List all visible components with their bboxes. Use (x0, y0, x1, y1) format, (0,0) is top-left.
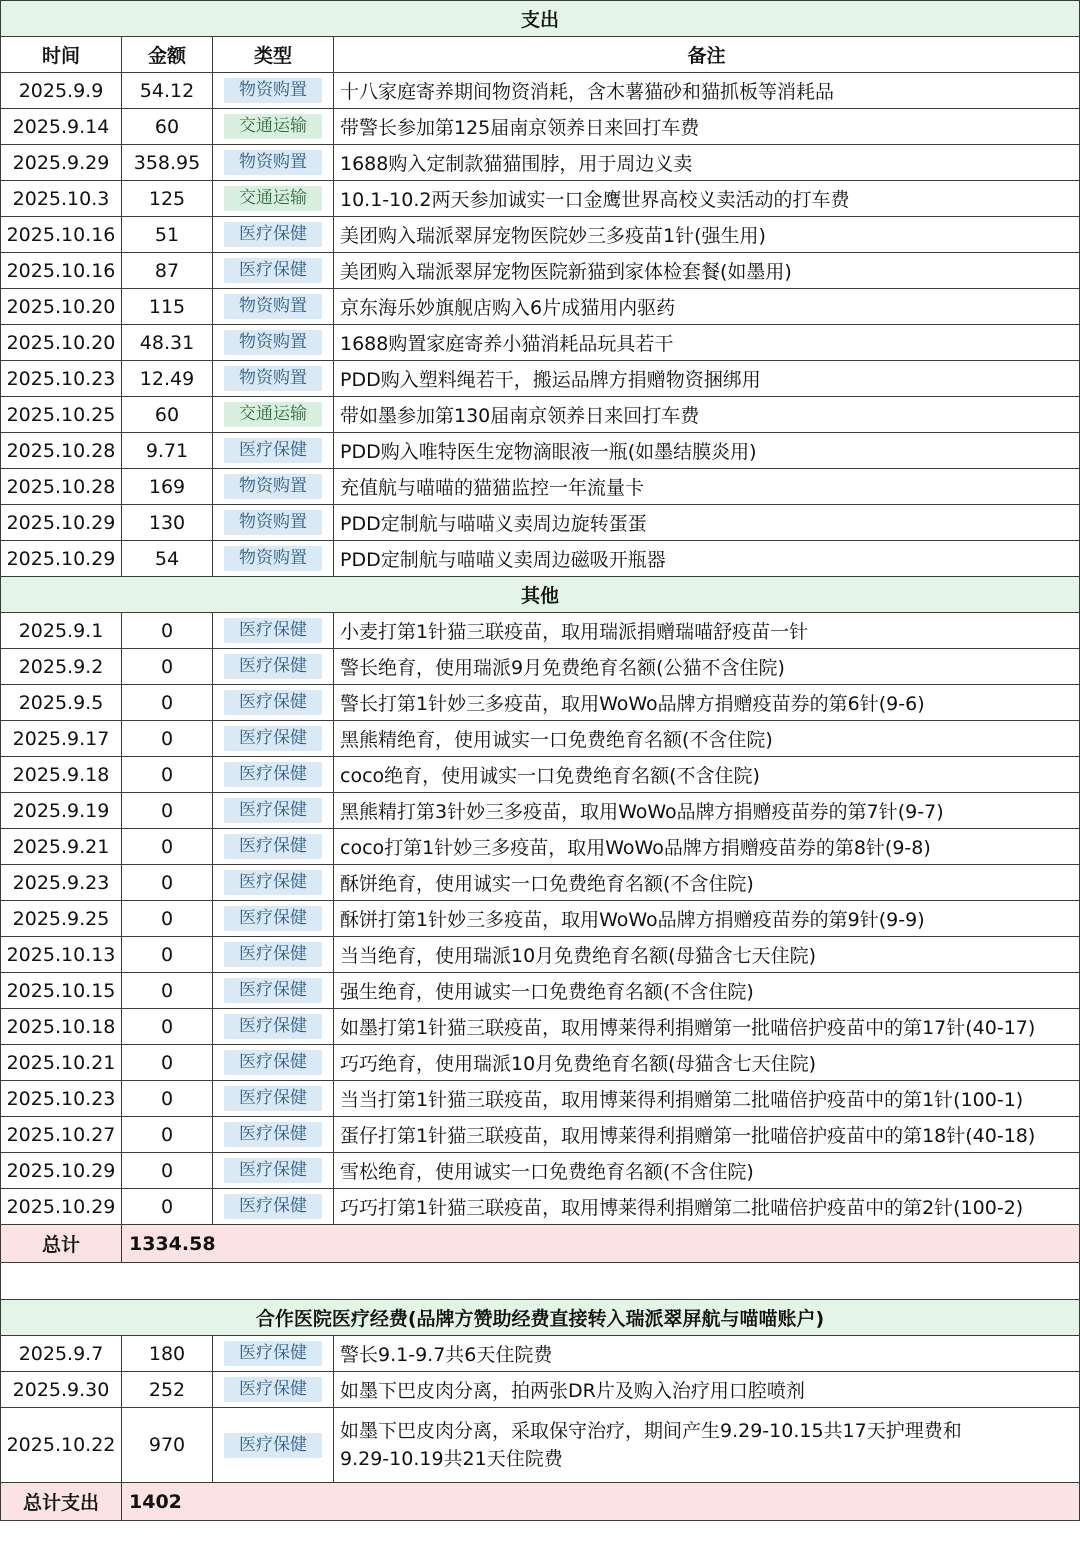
row-date: 2025.9.21 (1, 829, 122, 865)
table-row (1, 1153, 1080, 1189)
table-row (1, 1336, 1080, 1372)
type-badge: 交通运输 (224, 186, 322, 211)
type-badge: 交通运输 (224, 402, 322, 427)
row-type-cell (213, 1081, 334, 1117)
row-note: 巧巧打第1针猫三联疫苗，取用博莱得利捐赠第二批喵倍护疫苗中的第2针(100-2) (334, 1189, 1080, 1225)
row-date: 2025.10.28 (1, 433, 122, 469)
row-note: coco打第1针妙三多疫苗，取用WoWo品牌方捐赠疫苗券的第8针(9-8) (334, 829, 1080, 865)
row-date: 2025.10.16 (1, 217, 122, 253)
table-row (1, 613, 1080, 649)
type-badge: 医疗保健 (224, 1050, 322, 1075)
row-type-cell (213, 73, 334, 109)
row-note (334, 1408, 1080, 1483)
row-type-cell (213, 649, 334, 685)
type-badge: 医疗保健 (224, 222, 322, 247)
type-badge: 医疗保健 (224, 1158, 322, 1183)
type-badge: 医疗保健 (224, 1014, 322, 1039)
row-type-cell (213, 1189, 334, 1225)
table-row (1, 505, 1080, 541)
row-date: 2025.10.28 (1, 469, 122, 505)
row-note: 当当打第1针猫三联疫苗，取用博莱得利捐赠第二批喵倍护疫苗中的第1针(100-1) (334, 1081, 1080, 1117)
column-header-type: 类型 (213, 37, 334, 73)
table-row (1, 793, 1080, 829)
row-note: 酥饼绝育，使用诚实一口免费绝育名额(不含住院) (334, 865, 1080, 901)
row-note: 警长绝育，使用瑞派9月免费绝育名额(公猫不含住院) (334, 649, 1080, 685)
row-note: 蛋仔打第1针猫三联疫苗，取用博莱得利捐赠第一批喵倍护疫苗中的第18针(40-18) (334, 1117, 1080, 1153)
row-type-cell (213, 1117, 334, 1153)
total-value: 1334.58 (122, 1225, 1080, 1263)
row-type-cell (213, 721, 334, 757)
row-amount: 0 (122, 613, 213, 649)
row-amount: 0 (122, 1153, 213, 1189)
row-date: 2025.10.16 (1, 253, 122, 289)
row-type-cell (213, 901, 334, 937)
table-row (1, 1189, 1080, 1225)
row-date: 2025.9.25 (1, 901, 122, 937)
row-note-line1: 如墨下巴皮肉分离，采取保守治疗，期间产生9.29-10.15共17天护理费和 (340, 1420, 962, 1442)
table-row (1, 1045, 1080, 1081)
row-type-cell (213, 973, 334, 1009)
type-badge: 物资购置 (224, 474, 322, 499)
type-badge: 医疗保健 (224, 942, 322, 967)
row-date: 2025.10.29 (1, 1153, 122, 1189)
type-badge: 医疗保健 (224, 618, 322, 643)
row-type-cell (213, 433, 334, 469)
table-row (1, 145, 1080, 181)
table-row (1, 1408, 1080, 1483)
expense-section-title: 支出 (1, 1, 1080, 37)
row-amount: 0 (122, 721, 213, 757)
row-type-cell (213, 1153, 334, 1189)
row-date: 2025.9.19 (1, 793, 122, 829)
total-expense-row (1, 1483, 1080, 1521)
type-badge: 物资购置 (224, 78, 322, 103)
row-date: 2025.9.2 (1, 649, 122, 685)
row-note: 京东海乐妙旗舰店购入6片成猫用内驱药 (334, 289, 1080, 325)
row-type-cell (213, 397, 334, 433)
row-date: 2025.10.3 (1, 181, 122, 217)
row-type-cell (213, 1336, 334, 1372)
row-type-cell (213, 217, 334, 253)
type-badge: 物资购置 (224, 330, 322, 355)
row-type-cell (213, 757, 334, 793)
row-date: 2025.10.20 (1, 289, 122, 325)
row-note: PDD定制航与喵喵义卖周边磁吸开瓶器 (334, 541, 1080, 577)
type-badge: 医疗保健 (224, 834, 322, 859)
row-amount: 130 (122, 505, 213, 541)
table-row (1, 1117, 1080, 1153)
type-badge: 物资购置 (224, 366, 322, 391)
row-amount: 0 (122, 1117, 213, 1153)
row-note: 如墨打第1针猫三联疫苗，取用博莱得利捐赠第一批喵倍护疫苗中的第17针(40-17) (334, 1009, 1080, 1045)
row-date: 2025.10.20 (1, 325, 122, 361)
other-section-title: 其他 (1, 577, 1080, 613)
row-amount: 0 (122, 901, 213, 937)
row-note: 带警长参加第125届南京领养日来回打车费 (334, 109, 1080, 145)
row-type-cell (213, 325, 334, 361)
type-badge: 交通运输 (224, 114, 322, 139)
row-note: 十八家庭寄养期间物资消耗，含木薯猫砂和猫抓板等消耗品 (334, 73, 1080, 109)
expense-section-header (1, 1, 1080, 37)
table-row (1, 865, 1080, 901)
type-badge: 医疗保健 (224, 870, 322, 895)
table-row (1, 973, 1080, 1009)
type-badge: 医疗保健 (224, 258, 322, 283)
row-type-cell (213, 613, 334, 649)
hospital-section-header (1, 1300, 1080, 1336)
row-date: 2025.10.13 (1, 937, 122, 973)
row-date: 2025.10.25 (1, 397, 122, 433)
total-expense-value: 1402 (122, 1483, 1080, 1521)
row-amount: 0 (122, 973, 213, 1009)
type-badge: 医疗保健 (224, 1341, 322, 1366)
row-note: 警长打第1针妙三多疫苗，取用WoWo品牌方捐赠疫苗券的第6针(9-6) (334, 685, 1080, 721)
row-type-cell (213, 253, 334, 289)
type-badge: 医疗保健 (224, 726, 322, 751)
type-badge: 医疗保健 (224, 654, 322, 679)
table-row (1, 469, 1080, 505)
type-badge: 医疗保健 (224, 1086, 322, 1111)
type-badge: 医疗保健 (224, 1433, 322, 1458)
row-note: 黑熊精打第3针妙三多疫苗，取用WoWo品牌方捐赠疫苗券的第7针(9-7) (334, 793, 1080, 829)
row-amount: 0 (122, 685, 213, 721)
table-row (1, 1081, 1080, 1117)
row-type-cell (213, 469, 334, 505)
row-date: 2025.9.23 (1, 865, 122, 901)
row-note: 雪松绝育，使用诚实一口免费绝育名额(不含住院) (334, 1153, 1080, 1189)
row-type-cell (213, 937, 334, 973)
type-badge: 医疗保健 (224, 798, 322, 823)
row-note: 充值航与喵喵的猫猫监控一年流量卡 (334, 469, 1080, 505)
table-row (1, 829, 1080, 865)
row-date: 2025.10.23 (1, 361, 122, 397)
row-type-cell (213, 1372, 334, 1408)
row-type-cell (213, 685, 334, 721)
column-header-date: 时间 (1, 37, 122, 73)
row-note: 酥饼打第1针妙三多疫苗，取用WoWo品牌方捐赠疫苗券的第9针(9-9) (334, 901, 1080, 937)
column-header-note: 备注 (334, 37, 1080, 73)
table-row (1, 1009, 1080, 1045)
row-note: 1688购入定制款猫猫围脖，用于周边义卖 (334, 145, 1080, 181)
table-row (1, 937, 1080, 973)
table-row (1, 757, 1080, 793)
row-note: 如墨下巴皮肉分离，拍两张DR片及购入治疗用口腔喷剂 (334, 1372, 1080, 1408)
row-type-cell (213, 1408, 334, 1483)
row-date: 2025.10.23 (1, 1081, 122, 1117)
row-note: coco绝育，使用诚实一口免费绝育名额(不含住院) (334, 757, 1080, 793)
table-row (1, 541, 1080, 577)
row-date: 2025.10.27 (1, 1117, 122, 1153)
row-amount: 54 (122, 541, 213, 577)
type-badge: 医疗保健 (224, 1194, 322, 1219)
row-date: 2025.9.5 (1, 685, 122, 721)
row-amount: 60 (122, 109, 213, 145)
row-amount: 0 (122, 649, 213, 685)
table-row (1, 649, 1080, 685)
row-amount: 12.49 (122, 361, 213, 397)
table-row (1, 109, 1080, 145)
row-type-cell (213, 289, 334, 325)
row-date: 2025.10.22 (1, 1408, 122, 1483)
row-note: 美团购入瑞派翠屏宠物医院妙三多疫苗1针(强生用) (334, 217, 1080, 253)
row-type-cell (213, 541, 334, 577)
row-note: 小麦打第1针猫三联疫苗，取用瑞派捐赠瑞喵舒疫苗一针 (334, 613, 1080, 649)
row-type-cell (213, 361, 334, 397)
type-badge: 医疗保健 (224, 1122, 322, 1147)
row-date: 2025.9.1 (1, 613, 122, 649)
row-amount: 0 (122, 865, 213, 901)
row-type-cell (213, 109, 334, 145)
row-type-cell (213, 793, 334, 829)
table-row (1, 721, 1080, 757)
table-row (1, 361, 1080, 397)
row-date: 2025.9.9 (1, 73, 122, 109)
row-date: 2025.9.29 (1, 145, 122, 181)
row-type-cell (213, 145, 334, 181)
row-amount: 60 (122, 397, 213, 433)
row-type-cell (213, 1009, 334, 1045)
row-date: 2025.9.17 (1, 721, 122, 757)
row-amount: 0 (122, 793, 213, 829)
row-amount: 125 (122, 181, 213, 217)
row-amount: 48.31 (122, 325, 213, 361)
row-note: 强生绝育，使用诚实一口免费绝育名额(不含住院) (334, 973, 1080, 1009)
row-note: 带如墨参加第130届南京领养日来回打车费 (334, 397, 1080, 433)
type-badge: 医疗保健 (224, 438, 322, 463)
row-amount: 0 (122, 1009, 213, 1045)
spacer-cell (1, 1263, 1080, 1300)
ledger-body (1, 1, 1080, 1521)
total-row (1, 1225, 1080, 1263)
type-badge: 物资购置 (224, 150, 322, 175)
row-note: 当当绝育，使用瑞派10月免费绝育名额(母猫含七天住院) (334, 937, 1080, 973)
table-row (1, 253, 1080, 289)
column-header-amount: 金额 (122, 37, 213, 73)
total-label: 总计 (1, 1225, 122, 1263)
type-badge: 医疗保健 (224, 1377, 322, 1402)
row-date: 2025.10.15 (1, 973, 122, 1009)
table-row (1, 685, 1080, 721)
row-note: 黑熊精绝育，使用诚实一口免费绝育名额(不含住院) (334, 721, 1080, 757)
row-type-cell (213, 181, 334, 217)
table-row (1, 433, 1080, 469)
row-amount: 0 (122, 829, 213, 865)
hospital-section-title: 合作医院医疗经费(品牌方赞助经费直接转入瑞派翠屏航与喵喵账户) (1, 1300, 1080, 1336)
table-row (1, 289, 1080, 325)
table-row (1, 1372, 1080, 1408)
other-section-header (1, 577, 1080, 613)
row-date: 2025.9.18 (1, 757, 122, 793)
type-badge: 医疗保健 (224, 978, 322, 1003)
type-badge: 物资购置 (224, 546, 322, 571)
total-expense-label: 总计支出 (1, 1483, 122, 1521)
spacer-row (1, 1263, 1080, 1300)
row-amount: 0 (122, 1045, 213, 1081)
row-date: 2025.9.30 (1, 1372, 122, 1408)
row-amount: 0 (122, 1081, 213, 1117)
row-amount: 358.95 (122, 145, 213, 181)
row-date: 2025.9.14 (1, 109, 122, 145)
table-row (1, 217, 1080, 253)
row-amount: 9.71 (122, 433, 213, 469)
type-badge: 医疗保健 (224, 906, 322, 931)
row-amount: 180 (122, 1336, 213, 1372)
row-note: PDD定制航与喵喵义卖周边旋转蛋蛋 (334, 505, 1080, 541)
table-row (1, 325, 1080, 361)
table-row (1, 397, 1080, 433)
row-note: 巧巧绝育，使用瑞派10月免费绝育名额(母猫含七天住院) (334, 1045, 1080, 1081)
row-date: 2025.10.29 (1, 505, 122, 541)
row-note: PDD购入唯特医生宠物滴眼液一瓶(如墨结膜炎用) (334, 433, 1080, 469)
row-amount: 0 (122, 937, 213, 973)
row-type-cell (213, 865, 334, 901)
type-badge: 物资购置 (224, 294, 322, 319)
row-date: 2025.10.21 (1, 1045, 122, 1081)
row-note-line2: 9.29-10.19共21天住院费 (340, 1448, 563, 1470)
row-amount: 970 (122, 1408, 213, 1483)
row-amount: 252 (122, 1372, 213, 1408)
row-note: PDD购入塑料绳若干，搬运品牌方捐赠物资捆绑用 (334, 361, 1080, 397)
row-amount: 51 (122, 217, 213, 253)
row-note: 1688购置家庭寄养小猫消耗品玩具若干 (334, 325, 1080, 361)
row-amount: 0 (122, 757, 213, 793)
row-amount: 87 (122, 253, 213, 289)
row-note: 10.1-10.2两天参加诚实一口金鹰世界高校义卖活动的打车费 (334, 181, 1080, 217)
row-amount: 169 (122, 469, 213, 505)
row-type-cell (213, 829, 334, 865)
row-date: 2025.10.29 (1, 541, 122, 577)
table-row (1, 901, 1080, 937)
table-row (1, 73, 1080, 109)
type-badge: 医疗保健 (224, 690, 322, 715)
row-date: 2025.10.29 (1, 1189, 122, 1225)
row-note: 警长9.1-9.7共6天住院费 (334, 1336, 1080, 1372)
row-amount: 54.12 (122, 73, 213, 109)
row-type-cell (213, 505, 334, 541)
row-amount: 115 (122, 289, 213, 325)
type-badge: 物资购置 (224, 510, 322, 535)
table-row (1, 181, 1080, 217)
row-type-cell (213, 1045, 334, 1081)
row-date: 2025.9.7 (1, 1336, 122, 1372)
row-date: 2025.10.18 (1, 1009, 122, 1045)
type-badge: 医疗保健 (224, 762, 322, 787)
column-header-row (1, 37, 1080, 73)
row-note: 美团购入瑞派翠屏宠物医院新猫到家体检套餐(如墨用) (334, 253, 1080, 289)
row-amount: 0 (122, 1189, 213, 1225)
